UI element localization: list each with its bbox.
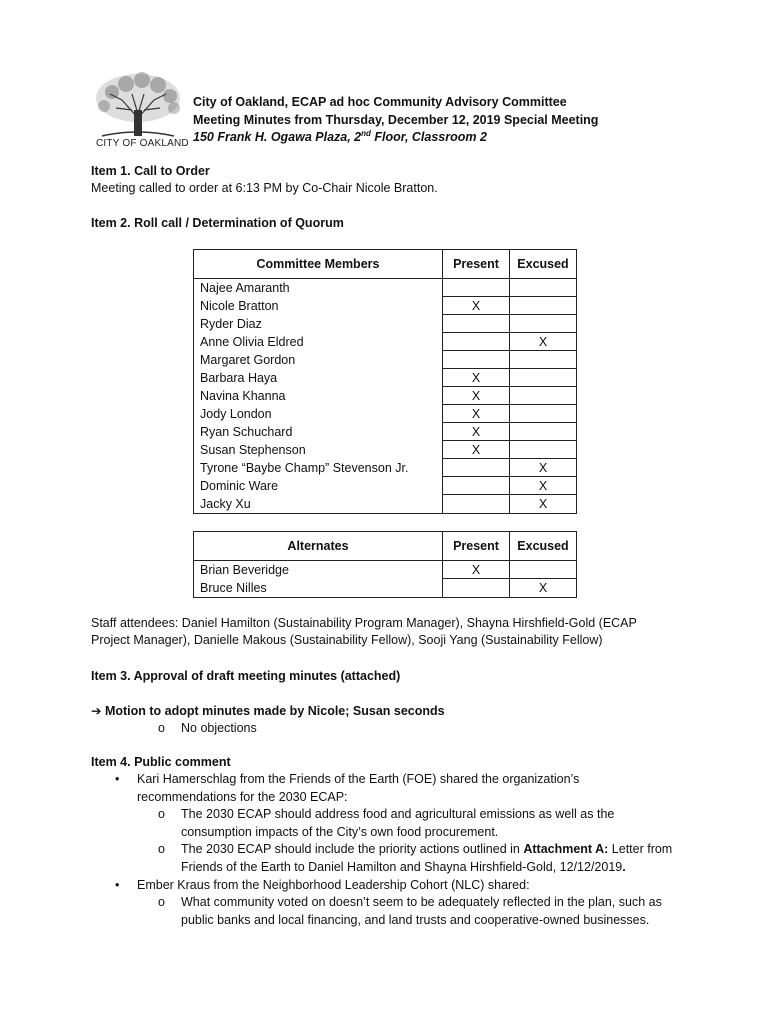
item-1-title: Item 1. Call to Order: [91, 164, 210, 178]
staff-line-2: Project Manager), Danielle Makous (Sustainability Fellow), Sooji Yang (Sustainability Fellow): [91, 633, 603, 647]
alternates-table-body: [194, 561, 577, 598]
present-mark: X: [443, 561, 509, 579]
present-mark: [443, 333, 509, 351]
present-mark: [443, 477, 509, 495]
item-4-title: Item 4. Public comment: [91, 755, 231, 769]
present-mark: X: [443, 441, 509, 459]
circle-bullet-icon: o: [158, 807, 165, 822]
arrow-icon: ➔: [91, 704, 102, 718]
member-name: Susan Stephenson: [200, 443, 306, 457]
present-column-cell: [443, 561, 510, 598]
member-name: Nicole Bratton: [200, 299, 279, 313]
header-committee-title: City of Oakland, ECAP ad hoc Community Advisory Committee: [193, 95, 567, 109]
member-name: Brian Beveridge: [200, 563, 289, 577]
sub-list-item: [91, 806, 681, 841]
staff-line-1: Staff attendees: Daniel Hamilton (Sustainability Program Manager), Shayna Hirshfield-Gold (ECAP: [91, 616, 637, 630]
sub-list-item: [91, 894, 681, 929]
header-excused: Excused: [510, 250, 577, 279]
present-mark: X: [443, 369, 509, 387]
members-table-body: [194, 279, 577, 514]
header-alternates: Alternates: [194, 532, 443, 561]
member-name: Jacky Xu: [200, 497, 251, 511]
list-item-text: recommendations for the 2030 ECAP:: [137, 789, 348, 804]
staff-attendees: [91, 615, 637, 649]
public-comment-list: [91, 771, 697, 929]
item-3-title: Item 3. Approval of draft meeting minutes (attached): [91, 669, 401, 683]
present-mark: [443, 315, 509, 333]
list-item-text: Ember Kraus from the Neighborhood Leadership Cohort (NLC) shared:: [137, 877, 530, 892]
header-present: Present: [443, 532, 510, 561]
excused-mark: [510, 279, 576, 297]
text-span: The 2030 ECAP should include the priority actions outlined in: [181, 842, 524, 857]
header-meeting-title: Meeting Minutes from Thursday, December 12, 2019 Special Meeting: [193, 112, 599, 127]
member-name: Barbara Haya: [200, 371, 278, 385]
present-mark: [443, 495, 509, 512]
member-name: Najee Amaranth: [200, 281, 290, 295]
header-present: Present: [443, 250, 510, 279]
excused-mark: [510, 441, 576, 459]
excused-mark: X: [510, 477, 576, 495]
list-item-text: Kari Hamerschlag from the Friends of the Earth (FOE) shared the organization’s: [137, 772, 580, 786]
item-1-text: Meeting called to order at 6:13 PM by Co-Chair Nicole Bratton.: [91, 181, 438, 195]
sub-list-item-text: public banks and local financing, and land trusts and cooperative-owned businesses.: [181, 912, 650, 927]
item-1: [91, 163, 438, 197]
excused-mark: [510, 297, 576, 315]
member-name: Margaret Gordon: [200, 353, 296, 367]
present-mark: [443, 459, 509, 477]
location-text: 150 Frank H. Ogawa Plaza, 2: [193, 130, 362, 144]
sub-list-item-text: consumption impacts of the City’s own food procurement.: [181, 824, 499, 839]
member-name: Ryder Diaz: [200, 317, 262, 331]
member-name: Navina Khanna: [200, 389, 286, 403]
excused-mark: [510, 423, 576, 441]
excused-mark: [510, 561, 576, 579]
list-item: [91, 877, 697, 895]
table-body-row: [194, 561, 577, 598]
location-superscript: nd: [361, 128, 371, 138]
name-column-cell: [194, 561, 443, 598]
excused-column-cell: [510, 561, 577, 598]
alternates-table: [193, 531, 577, 598]
text-span: .: [622, 859, 626, 874]
present-mark: X: [443, 387, 509, 405]
excused-mark: [510, 387, 576, 405]
excused-mark: X: [510, 459, 576, 477]
table-header-row: [194, 250, 577, 279]
present-mark: X: [443, 423, 509, 441]
member-name: Jody London: [200, 407, 272, 421]
motion-subitem: [91, 720, 445, 737]
bullet-icon: •: [115, 877, 120, 892]
header-excused: Excused: [510, 532, 577, 561]
sub-list-item-text: The 2030 ECAP should address food and agricultural emissions as well as the: [181, 807, 615, 822]
motion-subitem-text: No objections: [181, 721, 257, 735]
header-committee-members: Committee Members: [194, 250, 443, 279]
sub-list-item: [91, 841, 681, 876]
text-span: Letter from: [608, 842, 673, 857]
member-name: Anne Olivia Eldred: [200, 335, 304, 349]
excused-mark: X: [510, 333, 576, 351]
location-text-end: Floor, Classroom 2: [370, 130, 487, 144]
circle-bullet-icon: o: [158, 721, 165, 735]
sub-list-item-text: What community voted on doesn’t seem to be adequately reflected in the plan, such as: [181, 895, 662, 910]
excused-column-cell: [510, 279, 577, 514]
excused-mark: [510, 405, 576, 423]
motion-text: Motion to adopt minutes made by Nicole; Susan seconds: [104, 704, 445, 718]
attachment-reference: Attachment A:: [523, 842, 609, 857]
present-mark: [443, 351, 509, 369]
document-header: [193, 94, 598, 147]
member-name: Bruce Nilles: [200, 581, 267, 595]
list-item: [91, 771, 697, 806]
text-span: Friends of the Earth to Daniel Hamilton and Shayna Hirshfield-Gold, 12/12/2019: [181, 859, 623, 874]
item-2-title: Item 2. Roll call / Determination of Quorum: [91, 216, 344, 230]
motion-line: [91, 703, 445, 720]
circle-bullet-icon: o: [158, 895, 165, 910]
name-column-cell: [194, 279, 443, 514]
excused-mark: [510, 315, 576, 333]
excused-mark: [510, 351, 576, 369]
sub-list-item-text: [181, 841, 681, 859]
excused-mark: [510, 369, 576, 387]
table-header-row: [194, 532, 577, 561]
motion-block: [91, 703, 445, 737]
member-name: Ryan Schuchard: [200, 425, 293, 439]
present-mark: X: [443, 297, 509, 315]
present-mark: X: [443, 405, 509, 423]
logo-text: CITY OF OAKLAND: [96, 138, 189, 149]
excused-mark: X: [538, 581, 548, 595]
member-name: Tyrone “Baybe Champ” Stevenson Jr.: [200, 461, 409, 475]
bullet-icon: •: [115, 772, 120, 786]
present-mark: [443, 579, 509, 596]
header-location: [193, 129, 598, 147]
circle-bullet-icon: o: [158, 842, 165, 857]
excused-mark: X: [538, 497, 548, 511]
sub-list-item-text: [181, 859, 681, 877]
member-name: Dominic Ware: [200, 479, 279, 493]
table-body-row: [194, 279, 577, 514]
present-mark: [443, 279, 509, 297]
committee-members-table: [193, 249, 577, 514]
present-column-cell: [443, 279, 510, 514]
